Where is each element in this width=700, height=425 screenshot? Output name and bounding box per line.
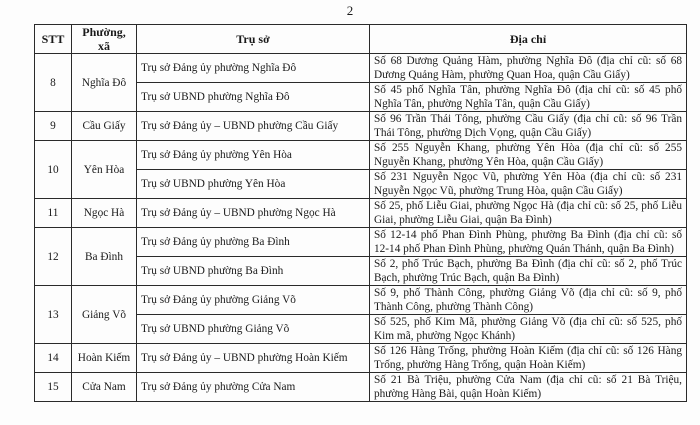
- table-row: [35, 286, 687, 315]
- address-cell: Số 9, phố Thành Công, phường Giảng Võ (địa chỉ cũ: số 9, phố Thành Công, phường Thành Công): [370, 286, 687, 315]
- stt-cell: 13: [35, 286, 72, 344]
- office-cell: Trụ sở Đảng ủy – UBND phường Ngọc Hà: [137, 199, 370, 228]
- header-address: Địa chỉ: [370, 25, 687, 54]
- page-number: 2: [346, 3, 354, 18]
- office-cell: Trụ sở Đảng ủy phường Nghĩa Đô: [137, 54, 370, 83]
- header-stt: STT: [35, 25, 72, 54]
- table-row: [35, 141, 687, 170]
- header-office: Trụ sở: [137, 25, 370, 54]
- address-cell: Số 525, phố Kim Mã, phường Giảng Võ (địa chỉ cũ: số 525, phố Kim mã, phường Ngọc Khánh): [370, 315, 687, 344]
- table-row: [35, 344, 687, 373]
- office-cell: Trụ sở Đảng ủy phường Yên Hòa: [137, 141, 370, 170]
- stt-cell: 11: [35, 199, 72, 228]
- address-cell: Số 25, phố Liễu Giai, phường Ngọc Hà (địa chỉ cũ: số 25, phố Liễu Giai, phường Liễu Giai, quận Ba Đình): [370, 199, 687, 228]
- address-cell: Số 21 Bà Triệu, phường Cửa Nam (địa chỉ cũ: số 21 Bà Triệu, phường Hàng Bài, quận Hoàn Kiếm): [370, 373, 687, 402]
- stt-cell: 14: [35, 344, 72, 373]
- office-cell: Trụ sở Đảng ủy phường Cửa Nam: [137, 373, 370, 402]
- address-cell: Số 2, phố Trúc Bạch, phường Ba Đình (địa chỉ cũ: số 2, phố Trúc Bạch, phường Trúc Bạch, quận Ba Đình): [370, 257, 687, 286]
- stt-cell: 15: [35, 373, 72, 402]
- ward-cell: Cửa Nam: [72, 373, 137, 402]
- ward-cell: Ngọc Hà: [72, 199, 137, 228]
- office-cell: Trụ sở UBND phường Yên Hòa: [137, 170, 370, 199]
- address-cell: Số 126 Hàng Trống, phường Hoàn Kiếm (địa chỉ cũ: số 126 Hàng Trống, phường Hàng Trống, quận Hoàn Kiếm): [370, 344, 687, 373]
- table-header-row: [35, 25, 687, 54]
- ward-cell: Cầu Giấy: [72, 112, 137, 141]
- table-row: [35, 373, 687, 402]
- office-cell: Trụ sở Đảng ủy phường Giảng Võ: [137, 286, 370, 315]
- address-cell: Số 231 Nguyễn Ngọc Vũ, phường Yên Hòa (địa chỉ cũ: số 231 Nguyễn Ngọc Vũ, phường Trung Hòa, quận Cầu Giấy): [370, 170, 687, 199]
- office-cell: Trụ sở Đảng ủy phường Ba Đình: [137, 228, 370, 257]
- address-cell: Số 68 Dương Quảng Hàm, phường Nghĩa Đô (địa chỉ cũ: số 68 Dương Quảng Hàm, phường Quan Hoa, quận Cầu Giấy): [370, 54, 687, 83]
- stt-cell: 9: [35, 112, 72, 141]
- ward-cell: Hoàn Kiếm: [72, 344, 137, 373]
- office-cell: Trụ sở Đảng ủy – UBND phường Cầu Giấy: [137, 112, 370, 141]
- table-row: [35, 54, 687, 83]
- ward-office-table: [34, 24, 687, 402]
- ward-cell: Ba Đình: [72, 228, 137, 286]
- office-cell: Trụ sở UBND phường Nghĩa Đô: [137, 83, 370, 112]
- ward-cell: Yên Hòa: [72, 141, 137, 199]
- stt-cell: 8: [35, 54, 72, 112]
- office-cell: Trụ sở UBND phường Giảng Võ: [137, 315, 370, 344]
- table-row: [35, 112, 687, 141]
- ward-cell: Giảng Võ: [72, 286, 137, 344]
- office-cell: Trụ sở Đảng ủy – UBND phường Hoàn Kiếm: [137, 344, 370, 373]
- stt-cell: 12: [35, 228, 72, 286]
- ward-cell: Nghĩa Đô: [72, 54, 137, 112]
- table-row: [35, 199, 687, 228]
- stt-cell: 10: [35, 141, 72, 199]
- address-cell: Số 96 Trần Thái Tông, phường Cầu Giấy (địa chỉ cũ: số 96 Trần Thái Tông, phường Dịch Vọng, quận Cầu Giấy): [370, 112, 687, 141]
- address-cell: Số 255 Nguyễn Khang, phường Yên Hòa (địa chỉ cũ: số 255 Nguyễn Khang, phường Yên Hòa, quận Cầu Giấy): [370, 141, 687, 170]
- address-cell: Số 12-14 phố Phan Đình Phùng, phường Ba Đình (địa chỉ cũ: số 12-14 phố Phan Đình Phùng, phường Quán Thánh, quận Ba Đình): [370, 228, 687, 257]
- table-row: [35, 228, 687, 257]
- address-cell: Số 45 phố Nghĩa Tân, phường Nghĩa Đô (địa chỉ cũ: số 45 phố Nghĩa Tân, phường Nghĩa Tân, quận Cầu Giấy): [370, 83, 687, 112]
- office-cell: Trụ sở UBND phường Ba Đình: [137, 257, 370, 286]
- header-ward: Phường, xã: [72, 25, 137, 54]
